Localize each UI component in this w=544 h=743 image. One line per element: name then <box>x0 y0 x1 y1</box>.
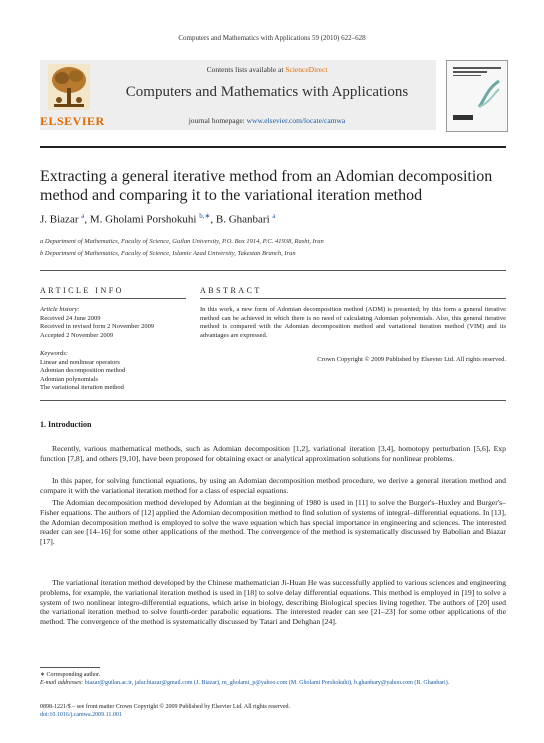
article-title: Extracting a general iterative method from an Adomian decomposition method and comparing it to the variational iteration method <box>40 168 493 204</box>
email-footnote <box>40 679 506 687</box>
cover-graphic-icon <box>477 79 501 109</box>
journal-reference: Computers and Mathematics with Applications 59 (2010) 622–628 <box>178 34 366 42</box>
abstract-copyright: Crown Copyright © 2009 Published by Elsevier Ltd. All rights reserved. <box>317 356 506 363</box>
journal-cover-thumbnail <box>446 60 508 132</box>
sciencedirect-link[interactable]: ScienceDirect <box>285 65 328 74</box>
intro-paragraph: Recently, various mathematical methods, such as Adomian decomposition [1,2], variational iteration [3,4], homotopy perturbation [5,6], Exp function [7,8], and others [9,10], have been proposed for obtaining exact or analytical approximation solutions for nonlinear problems. <box>40 444 506 463</box>
cover-logo-block <box>453 115 473 120</box>
author-name: J. Biazar <box>40 213 79 226</box>
homepage-link[interactable]: www.elsevier.com/locate/camwa <box>246 116 346 125</box>
abstract-rule <box>200 298 506 299</box>
author-name: M. Gholami Porshokuhi <box>89 213 197 226</box>
cover-line <box>453 67 501 69</box>
history-item: Received in revised form 2 November 2009 <box>40 323 155 330</box>
contents-prefix: Contents lists available at <box>206 65 286 74</box>
cover-line <box>453 75 481 76</box>
issn-line: 0898-1221/$ – see front matter Crown Copyright © 2009 Published by Elsevier Ltd. All rights reserved. <box>40 704 291 710</box>
corresponding-author-note: ∗ Corresponding author. <box>40 672 101 678</box>
intro-paragraph: The variational iteration method developed by the Chinese mathematician Ji-Huan He was successfully applied to various sciences and engineering problems, for example, the variational iteration method is used in [18] to solve delay differential equations. This method is employed in [19] to solve a system of two nonlinear integro-differential equations, which arise in biology, describing Biological species living together. The authors of [20] used the variational iteration method to solve fourth-order parabolic equations. The interested reader can see [21–23] for some other applications of the method. The convergence of the method is systematically discussed by Tatari and Dehghan [24]. <box>40 578 506 627</box>
keywords-label: Keywords: <box>40 350 68 357</box>
history-item: Received 24 June 2009 <box>40 314 101 322</box>
affiliation-b: b Department of Mathematics, Faculty of Science, Islamic Azad University, Takestan Branch, Iran <box>40 250 296 257</box>
author-affiliation-mark[interactable]: a <box>272 212 276 220</box>
keyword-item: Adomian decomposition method <box>40 367 126 374</box>
info-rule <box>40 298 186 299</box>
author-name: B. Ghanbari <box>215 213 270 226</box>
email-label: E-mail addresses: <box>40 680 85 686</box>
keyword-item: Adomian polynomials <box>40 375 98 383</box>
intro-paragraph: In this paper, for solving functional equations, by using an Adomian decomposition method procedure, we derive a general iteration method and compare it with the variational iteration method for a class of especial equations. <box>40 476 506 495</box>
keyword-item: The variational iteration method <box>40 384 124 391</box>
doi-link[interactable]: doi:10.1016/j.camwa.2009.11.001 <box>40 712 122 718</box>
author-affiliation-mark[interactable]: a <box>81 212 85 220</box>
homepage-prefix: journal homepage: <box>188 116 247 125</box>
publisher-name: ELSEVIER <box>40 114 105 128</box>
journal-title: Computers and Mathematics with Applications <box>125 84 409 100</box>
header-rule <box>40 146 506 148</box>
doi-line <box>40 711 506 719</box>
author-list: J. Biazar $^a$, M. Gholami Porshokuhi $^{b,∗}$, B. Ghanbari $^a$ <box>40 212 276 226</box>
intro-paragraph: The Adomian decomposition method developed by Adomian at the beginning of 1980 is used in [11] to solve the Burger's–Huxley and Burger's–Fisher equations. The authors of [12] applied the Adomian decomposition method to find solution of systems of integral–differential equations. In [13], the Adomian decomposition method is employed to solve the wave equation which has special importance in engineering and sciences. The interested reader can see [14–16] for some other applications of the method. The convergence of the method is systematically discussed by Babolian and Biazar [17]. <box>40 498 506 547</box>
elsevier-tree-icon <box>48 64 90 110</box>
cover-line <box>453 71 487 73</box>
history-label: Article history: <box>40 306 80 313</box>
email-addresses[interactable]: biazar@guilan.ac.ir, jafar.biazar@gmail.com (J. Biazar), m_gholami_p@yahoo.com (M. Gholami Porshokuhi), b.ghanbary@yahoo.com (B. Ghanbari). <box>84 680 450 686</box>
author-affiliation-mark[interactable]: b,∗ <box>199 212 211 220</box>
affiliation-a: a Department of Mathematics, Faculty of Science, Guilan University, P.O. Box 1914, P.C. 41938, Rasht, Iran <box>40 238 324 245</box>
abstract-end-rule <box>40 400 506 401</box>
footnote-rule <box>40 667 100 668</box>
article-history <box>40 306 180 340</box>
affiliation-rule <box>40 270 506 271</box>
abstract-heading: ABSTRACT <box>200 286 262 295</box>
history-item: Accepted 2 November 2009 <box>40 331 114 339</box>
keyword-item: Linear and nonlinear operators <box>40 358 120 366</box>
article-info-heading: ARTICLE INFO <box>40 286 124 295</box>
abstract-text: In this work, a new form of Adomian decomposition method (ADM) is presented; by this form a general iterative method can be achieved in which there is no need of calculating Adomian polynomials. Also, this general iterative method is compared with the Adomian decomposition method and variational iteration method (VIM) and its advantages are expressed. <box>200 306 506 339</box>
homepage-line <box>98 116 436 125</box>
section-title-introduction: 1. Introduction <box>40 420 92 429</box>
contents-line <box>98 65 436 74</box>
keywords-block <box>40 350 180 393</box>
elsevier-logo <box>40 62 105 128</box>
